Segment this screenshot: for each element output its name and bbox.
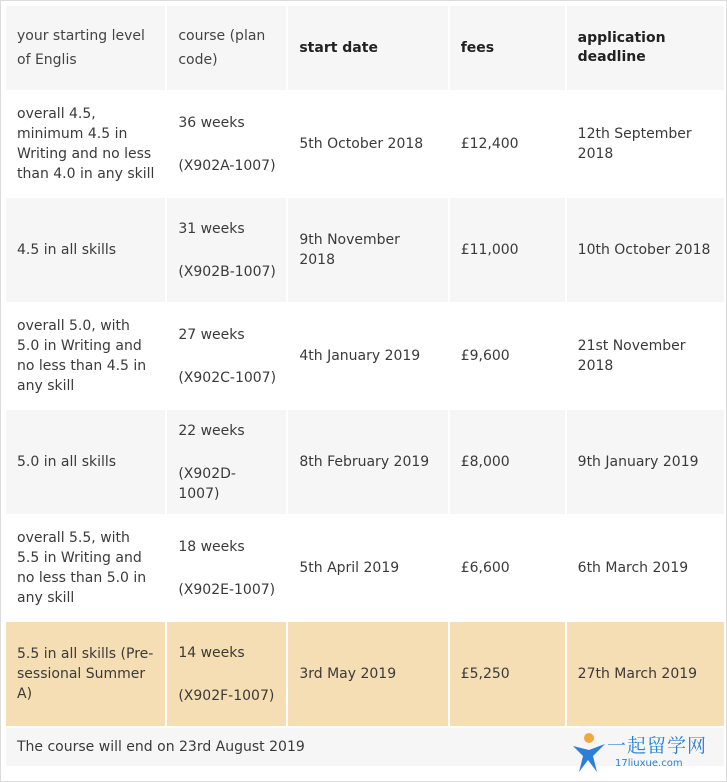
course-weeks: 27 weeks [178,326,245,343]
cell-course [167,304,286,408]
cell-level: overall 4.5, minimum 4.5 in Writing and no less than 4.0 in any skill [6,92,165,196]
cell-course [167,198,286,302]
table-row [6,410,724,514]
person-logo-icon [569,730,609,776]
cell-deadline: 10th October 2018 [567,198,724,302]
cell-deadline: 9th January 2019 [567,410,724,514]
cell-level: 5.5 in all skills (Pre-sessional Summer A) [6,622,165,726]
header-application-deadline: application deadline [567,6,724,90]
cell-course [167,622,286,726]
cell-level: 4.5 in all skills [6,198,165,302]
header-course: course (plan code) [167,6,286,90]
table-row [6,304,724,408]
course-weeks: 36 weeks [178,114,245,131]
plan-code: (X902B-1007) [178,263,276,280]
plan-code: (X902D-1007) [178,465,236,502]
cell-fees: £6,600 [450,516,565,620]
course-weeks: 14 weeks [178,644,245,661]
cell-start-date: 4th January 2019 [288,304,447,408]
site-watermark [567,728,727,778]
cell-level: 5.0 in all skills [6,410,165,514]
cell-course [167,410,286,514]
cell-fees: £12,400 [450,92,565,196]
header-start-date: start date [288,6,447,90]
cell-deadline: 27th March 2019 [567,622,724,726]
cell-start-date: 9th November 2018 [288,198,447,302]
cell-fees: £11,000 [450,198,565,302]
cell-start-date: 3rd May 2019 [288,622,447,726]
watermark-url: 17liuxue.com [615,758,683,769]
table-row [6,516,724,620]
cell-fees: £8,000 [450,410,565,514]
course-weeks: 18 weeks [178,538,245,555]
cell-start-date: 5th October 2018 [288,92,447,196]
cell-start-date: 5th April 2019 [288,516,447,620]
cell-fees: £9,600 [450,304,565,408]
watermark-title: 一起留学网 [607,735,708,757]
cell-deadline: 12th September 2018 [567,92,724,196]
cell-level: overall 5.5, with 5.5 in Writing and no less than 5.0 in any skill [6,516,165,620]
cell-deadline: 6th March 2019 [567,516,724,620]
header-starting-level: your starting level of Englis [6,6,165,90]
table-row [6,198,724,302]
table-row-highlighted [6,622,724,726]
course-end-note: The course will end on 23rd August 2019 [6,728,724,766]
table-header-row [6,6,724,90]
plan-code: (X902E-1007) [178,581,276,598]
cell-fees: £5,250 [450,622,565,726]
course-weeks: 31 weeks [178,220,245,237]
cell-course [167,92,286,196]
plan-code: (X902F-1007) [178,687,275,704]
cell-start-date: 8th February 2019 [288,410,447,514]
cell-deadline: 21st November 2018 [567,304,724,408]
cell-course [167,516,286,620]
header-fees: fees [450,6,565,90]
plan-code: (X902C-1007) [178,369,277,386]
plan-code: (X902A-1007) [178,157,276,174]
course-fees-table [4,4,726,768]
course-weeks: 22 weeks [178,422,245,439]
cell-level: overall 5.0, with 5.0 in Writing and no less than 4.5 in any skill [6,304,165,408]
table-row [6,92,724,196]
